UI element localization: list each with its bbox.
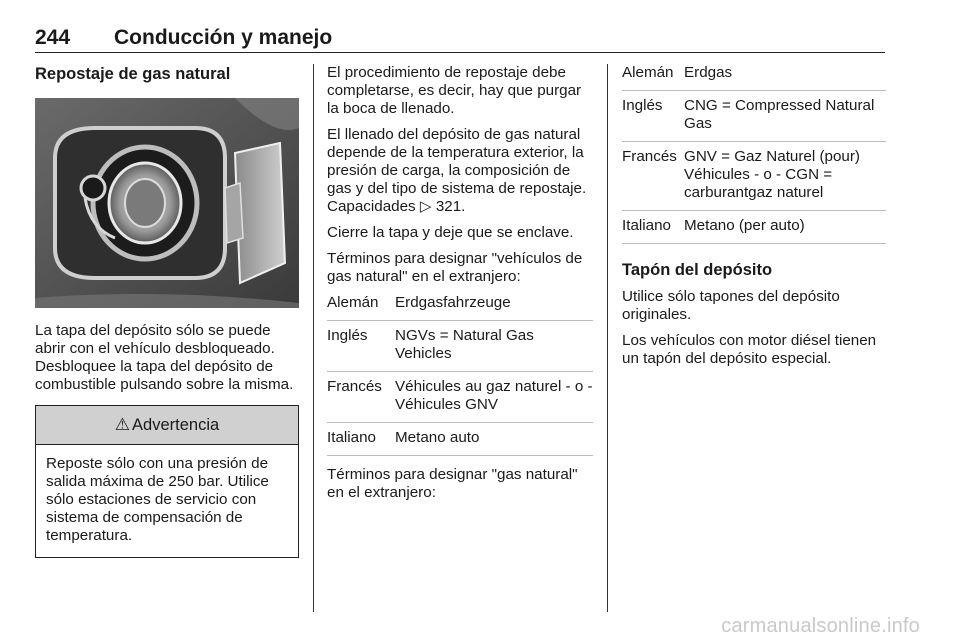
body-paragraph: Cierre la tapa y deje que se enclave. xyxy=(327,224,574,241)
body-paragraph: El procedimiento de repostaje debe completarse, es decir, hay que purgar la boca de llenado. xyxy=(327,64,582,117)
term-language: Francés xyxy=(622,148,677,165)
page-reference-arrow-icon: ▷ xyxy=(419,198,432,215)
table-row xyxy=(327,423,593,456)
column-divider-1 xyxy=(313,64,314,612)
column-divider-2 xyxy=(607,64,608,612)
paragraph-text: El llenado del depósito de gas natural depende de la temperatura exterior, la presión de carga, la composición de gas y del tipo de sistema de repostaje. Capacidades xyxy=(327,126,587,215)
page-number: 244 xyxy=(35,26,71,49)
term-value: Metano (per auto) xyxy=(684,217,805,234)
terms-table-gas xyxy=(622,64,886,244)
watermark: carmanualsonline.info xyxy=(721,615,920,637)
term-value: Véhicules au gaz naturel - o - Véhicules GNV xyxy=(395,378,593,413)
body-paragraph xyxy=(327,126,593,216)
warning-triangle-icon: ⚠ xyxy=(114,415,131,434)
page-header xyxy=(35,22,885,53)
term-language: Inglés xyxy=(622,97,663,114)
term-value: Metano auto xyxy=(395,429,480,446)
term-value: Erdgasfahrzeuge xyxy=(395,294,511,311)
page-reference[interactable]: 321. xyxy=(435,198,466,215)
column-1 xyxy=(35,64,299,558)
column-3 xyxy=(622,64,886,376)
term-language: Italiano xyxy=(622,217,671,234)
body-paragraph: Términos para designar "gas natural" en el extranjero: xyxy=(327,466,578,501)
table-row xyxy=(622,91,886,142)
body-paragraph: Términos para designar "vehículos de gas natural" en el extranjero: xyxy=(327,250,583,285)
term-value: NGVs = Natural Gas Vehicles xyxy=(395,327,534,362)
table-row xyxy=(622,211,886,244)
warning-header xyxy=(36,406,298,445)
warning-body: Reposte sólo con una presión de salida máxima de 250 bar. Utilice sólo estaciones de servicio con sistema de compensación de temperatura. xyxy=(46,455,269,544)
warning-box xyxy=(35,405,299,558)
term-language: Alemán xyxy=(327,294,379,311)
term-language: Francés xyxy=(327,378,382,395)
table-row xyxy=(327,372,593,423)
table-row xyxy=(622,142,886,211)
term-language: Inglés xyxy=(327,327,368,344)
section-title: Repostaje de gas natural xyxy=(35,65,231,83)
body-paragraph: La tapa del depósito sólo se puede abrir con el vehículo desbloqueado. Desbloquee la tapa del depósito de combustible pulsando sobre la misma. xyxy=(35,322,294,393)
subsection-title: Tapón del depósito xyxy=(622,261,773,279)
warning-title: Advertencia xyxy=(132,415,220,434)
term-value: CNG = Compressed Natural Gas xyxy=(684,97,875,132)
table-row xyxy=(327,294,593,321)
table-row xyxy=(327,321,593,372)
terms-table-vehicles xyxy=(327,294,593,456)
fuel-filler-flap-illustration xyxy=(35,98,299,308)
running-title: Conducción y manejo xyxy=(114,26,333,49)
term-language: Italiano xyxy=(327,429,376,446)
table-row xyxy=(622,64,886,91)
term-language: Alemán xyxy=(622,64,674,81)
body-paragraph: Utilice sólo tapones del depósito originales. xyxy=(622,288,840,323)
body-paragraph: Los vehículos con motor diésel tienen un tapón del depósito especial. xyxy=(622,332,877,367)
term-value: Erdgas xyxy=(684,64,733,81)
column-2 xyxy=(327,64,593,510)
term-value: GNV = Gaz Naturel (pour) Véhicules - o - CGN = carburantgaz naturel xyxy=(684,148,860,201)
